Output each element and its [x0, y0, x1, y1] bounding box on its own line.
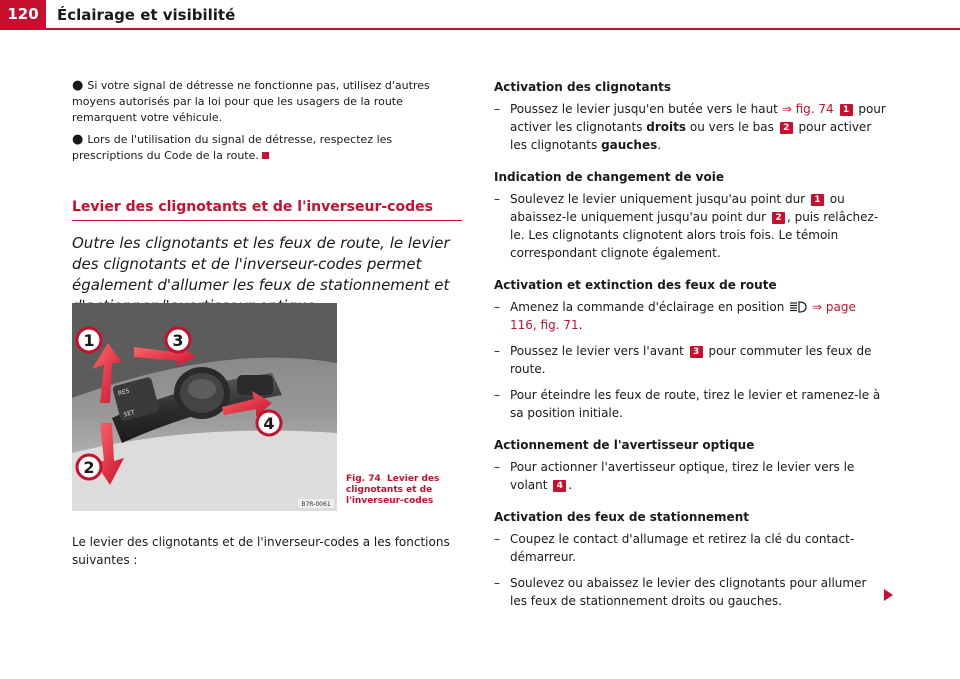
svg-text:4: 4 [263, 414, 275, 433]
section-title: Levier des clignotants et de l'inverseur-codes [72, 198, 462, 221]
heading-avertisseur-optique: Actionnement de l'avertisseur optique [494, 438, 755, 452]
heading-activation-clignotants: Activation des clignotants [494, 80, 672, 94]
step-feux-route-eteindre: – Pour éteindre les feux de route, tirez le levier et ramenez-le à sa position initiale. [494, 386, 886, 422]
heading-changement-voie: Indication de changement de voie [494, 170, 724, 184]
continue-arrow-icon [884, 589, 893, 601]
step-avertisseur-optique: – Pour actionner l'avertisseur optique, tirez le levier vers le volant 4 . [494, 458, 886, 494]
figure-caption-text: Levier des clignotants et de l'inverseur-codes [346, 474, 440, 506]
svg-text:1: 1 [83, 331, 95, 350]
right-column [494, 78, 886, 618]
badge-2: 2 [772, 212, 785, 224]
header-rule [0, 28, 960, 30]
page-header [0, 0, 960, 30]
bullet-text-1: Si votre signal de détresse ne fonctionne pas, utilisez d'autres moyens autorisés par la loi pour que les usagers de la route remarquent votre véhicule. [72, 79, 430, 124]
step-stationnement-contact: – Coupez le contact d'allumage et retirez la clé du contact-démarreur. [494, 530, 886, 566]
link-fig-74[interactable]: ⇒ fig. 74 [781, 102, 834, 116]
heading-feux-route: Activation et extinction des feux de route [494, 278, 777, 292]
callout-3 [166, 328, 190, 352]
svg-text:2: 2 [83, 458, 95, 477]
svg-text:SET: SET [122, 408, 136, 419]
callout-1 [77, 328, 101, 352]
step-stationnement-levier: – Soulevez ou abaissez le levier des clignotants pour allumer les feux de stationnement droits ou gauches. [494, 574, 886, 610]
section-intro: Outre les clignotants et les feux de route, le levier des clignotants et de l'inverseur-codes permet également d'allumer les feux de stationnement et [72, 234, 450, 294]
left-column [72, 78, 462, 317]
heading-feux-stationnement: Activation des feux de stationnement [494, 510, 749, 524]
figure-lever-illustration [72, 303, 337, 511]
lever-illustration-graphic [72, 303, 337, 511]
svg-text:RES: RES [117, 387, 131, 398]
figure-caption [346, 474, 466, 507]
figure-caption-label: Fig. 74 [346, 474, 381, 484]
badge-3: 3 [690, 346, 703, 358]
bullet-paragraph-1 [72, 78, 462, 126]
callout-4 [257, 411, 281, 435]
page-title: Éclairage et visibilité [57, 6, 236, 24]
bullet-paragraph-2 [72, 132, 462, 164]
headlight-icon [788, 301, 808, 313]
step-feux-route-commuter: – Poussez le levier vers l'avant 3 pour commuter les feux de route. [494, 342, 886, 378]
callout-2 [77, 455, 101, 479]
badge-2: 2 [780, 122, 793, 134]
step-feux-route-commande: – Amenez la commande d'éclairage en position ⇒ page 116, fig. 71. [494, 298, 886, 334]
bullet-icon: ● [72, 78, 84, 93]
step-changement-voie: – Soulevez le levier uniquement jusqu'au point dur 1 ou abaissez-le uniquement jusqu'au point dur 2 , puis relâchez-le. Les clignotants clignotent alors trois fois. Le témoin correspondant clignote également. [494, 190, 886, 262]
badge-1: 1 [840, 104, 853, 116]
step-activation-clignotants: – Poussez le levier jusqu'en butée vers le haut ⇒ fig. 74 1 pour activer les clignotants droits ou vers le bas 2 pour activer les clignotants gauches. [494, 100, 886, 154]
functions-intro: Le levier des clignotants et de l'inverseur-codes a les fonctions suivantes : [72, 535, 450, 567]
link-page-116[interactable]: ⇒ page 116, fig. 71 [510, 300, 856, 332]
badge-1: 1 [811, 194, 824, 206]
svg-text:3: 3 [172, 331, 184, 350]
badge-4: 4 [553, 480, 566, 492]
end-of-section-icon [262, 152, 269, 159]
bullet-icon: ● [72, 132, 84, 147]
bullet-text-2: Lors de l'utilisation du signal de détresse, respectez les prescriptions du Code de la route. [72, 133, 393, 162]
page-number: 120 [0, 0, 46, 28]
image-code: B7R-0061 [301, 501, 331, 508]
